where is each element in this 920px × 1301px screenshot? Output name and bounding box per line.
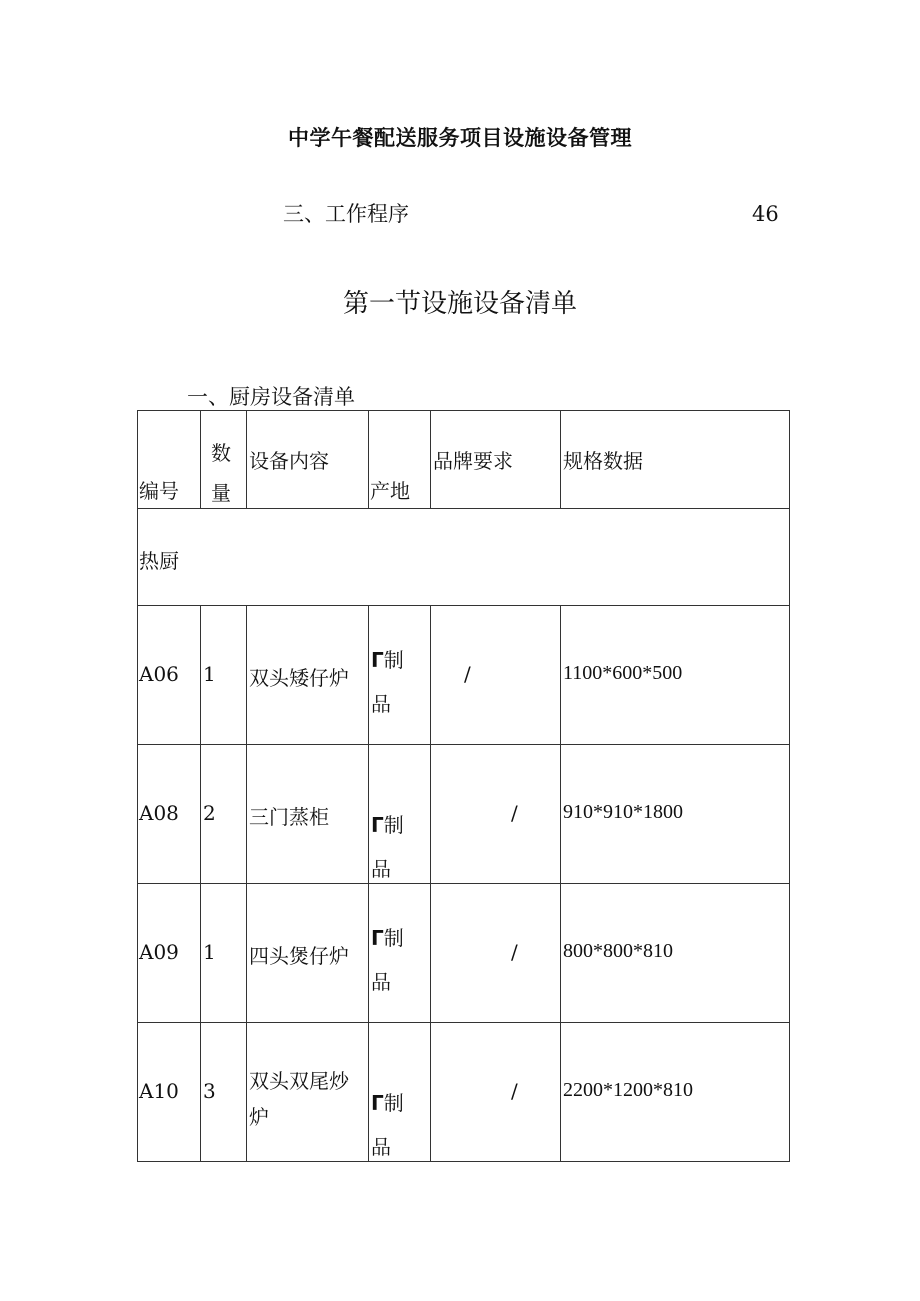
- brand-text: /: [511, 801, 518, 825]
- section-heading: 第一节设施设备清单: [342, 289, 577, 319]
- qty-text: 3: [203, 1079, 216, 1103]
- origin-line1: 制: [383, 648, 404, 672]
- cell-origin: [369, 745, 431, 884]
- table-row: [138, 606, 790, 745]
- origin-mark: Γ: [371, 648, 384, 672]
- name-text: 四头煲仔炉: [249, 944, 349, 968]
- header-code-label: 编号: [139, 479, 179, 503]
- table-row: [138, 745, 790, 884]
- brand-text: /: [511, 940, 518, 964]
- origin-line2: 品: [371, 1135, 391, 1159]
- code-text: A08: [139, 801, 179, 825]
- cell-brand: [431, 606, 561, 745]
- brand-text: /: [464, 662, 471, 686]
- cell-code: [138, 606, 201, 745]
- cell-qty: [201, 884, 247, 1023]
- cell-spec: [561, 606, 790, 745]
- toc-page-number: 46: [752, 202, 779, 226]
- header-qty-label: 数量: [211, 441, 231, 505]
- cell-spec: [561, 745, 790, 884]
- origin-mark: Γ: [371, 1091, 384, 1115]
- header-spec: [561, 411, 790, 509]
- brand-text: /: [511, 1079, 518, 1103]
- table-row: [138, 1023, 790, 1162]
- header-brand-label: 品牌要求: [433, 449, 513, 473]
- name-text: 三门蒸柜: [249, 805, 329, 829]
- cell-brand: [431, 1023, 561, 1162]
- cell-qty: [201, 745, 247, 884]
- qty-text: 2: [203, 801, 216, 825]
- cell-qty: [201, 606, 247, 745]
- qty-text: 1: [203, 662, 216, 686]
- origin-line1: 制: [383, 1091, 404, 1115]
- header-qty: [201, 411, 247, 509]
- header-origin: [369, 411, 431, 509]
- category-cell: [138, 509, 790, 606]
- cell-spec: [561, 884, 790, 1023]
- toc-line: 三、工作程序: [283, 202, 409, 226]
- name-text: 双头矮仔炉: [249, 666, 349, 690]
- header-name-label: 设备内容: [249, 449, 329, 473]
- cell-origin: [369, 606, 431, 745]
- cell-name: [247, 606, 369, 745]
- table-row: [138, 884, 790, 1023]
- origin-line2: 品: [371, 970, 391, 994]
- table-header-row: [138, 411, 790, 509]
- spec-text: 1100*600*500: [563, 662, 683, 684]
- cell-qty: [201, 1023, 247, 1162]
- qty-text: 1: [203, 940, 216, 964]
- code-text: A06: [139, 662, 179, 686]
- cell-brand: [431, 884, 561, 1023]
- origin-line1: 制: [383, 926, 404, 950]
- document-title: 中学午餐配送服务项目设施设备管理: [288, 126, 632, 150]
- cell-origin: [369, 884, 431, 1023]
- origin-line2: 品: [371, 857, 391, 881]
- origin-mark: Γ: [371, 813, 384, 837]
- header-spec-label: 规格数据: [563, 449, 643, 473]
- cell-brand: [431, 745, 561, 884]
- category-label: 热厨: [139, 549, 179, 573]
- category-row: [138, 509, 790, 606]
- origin-text: [371, 638, 429, 726]
- origin-text: [371, 916, 429, 1004]
- header-origin-label: 产地: [370, 479, 410, 503]
- origin-text: [371, 1081, 429, 1169]
- origin-mark: Γ: [371, 926, 384, 950]
- origin-text: [371, 803, 429, 891]
- origin-line1: 制: [383, 813, 404, 837]
- equipment-table: [137, 410, 790, 1162]
- cell-name: [247, 884, 369, 1023]
- cell-origin: [369, 1023, 431, 1162]
- spec-text: 2200*1200*810: [563, 1079, 693, 1101]
- cell-code: [138, 884, 201, 1023]
- cell-spec: [561, 1023, 790, 1162]
- spec-text: 910*910*1800: [563, 801, 683, 823]
- cell-code: [138, 745, 201, 884]
- cell-name: [247, 1023, 369, 1162]
- origin-line2: 品: [371, 692, 391, 716]
- code-text: A09: [139, 940, 179, 964]
- cell-code: [138, 1023, 201, 1162]
- name-text: 双头双尾炒炉: [249, 1069, 349, 1129]
- header-code: [138, 411, 201, 509]
- cell-name: [247, 745, 369, 884]
- spec-text: 800*800*810: [563, 940, 673, 962]
- sub-heading: 一、厨房设备清单: [187, 385, 355, 409]
- header-brand: [431, 411, 561, 509]
- header-name: [247, 411, 369, 509]
- code-text: A10: [139, 1079, 179, 1103]
